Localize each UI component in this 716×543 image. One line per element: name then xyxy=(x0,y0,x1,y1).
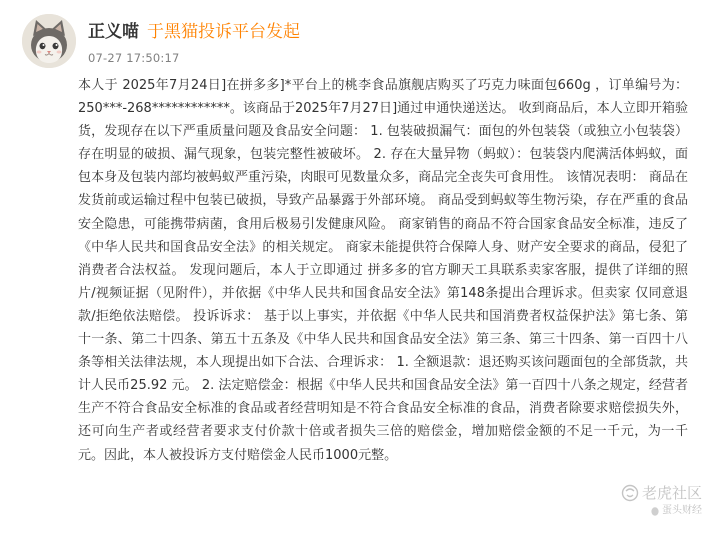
post-body xyxy=(22,74,700,467)
author-name[interactable]: 正义喵 xyxy=(88,22,139,42)
author-row xyxy=(88,22,300,42)
post-meta xyxy=(88,14,300,65)
watermark-sub-text: 蛋头财经 xyxy=(662,505,702,516)
source-link[interactable]: 于黑猫投诉平台发起 xyxy=(147,22,300,42)
post-body-text: 本人于 2025年7月24日]在拼多多]*平台上的桃李食品旗舰店购买了巧克力味面包660g ，订单编号为：250***-268************。该商品于2025年7月27日]通过申通快递送达。 收到商品后，本人立即开箱验货，发现存在以下严重质量问题及食品安全问题： 1. 包装破损漏气：面包的外包装袋（或独立小包装袋）存在明显的破损、漏气现象，包装完整性被破坏。 2. 存在大量异物（蚂蚁）：包装袋内爬满活体蚂蚁，面包本身及包装内部均被蚂蚁严重污染，肉眼可见数量众多，商品完全丧失可食用性。 该情况表明： 商品在发货前或运输过程中包装已破损，导致产品暴露于外部环境。 商品受到蚂蚁等生物污染，存在严重的食品安全隐患，可能携带病菌，食用后极易引发健康风险。 商家销售的商品不符合国家食品安全标准，违反了《中华人民共和国食品安全法》的相关规定。 商家未能提供符合保障人身、财产安全要求的商品，侵犯了消费者合法权益。 发现问题后，本人于立即通过 拼多多的官方聊天工具联系卖家客服，提供了详细的照片/视频证据（见附件），并依据《中华人民共和国食品安全法》第148条提出合理诉求。但卖家 仅同意退款/拒绝依法赔偿。 投诉诉求： 基于以上事实，并依据《中华人民共和国消费者权益保护法》第七条、第十一条、第二十四条、第五十五条及《中华人民共和国食品安全法》第三条、第三十四条、第一百四十八条等相关法律法规，本人现提出如下合法、合理诉求： 1. 全额退款：退还购买该问题面包的全部货款，共计人民币25.92 元。 2. 法定赔偿金：根据《中华人民共和国食品安全法》第一百四十八条之规定，经营者生产不符合食品安全标准的食品或者经营明知是不符合食品安全标准的食品，消费者除要求赔偿损失外，还可向生产者或经营者要求支付价款十倍或者损失三倍的赔偿金，增加赔偿金额的不足一千元，为一千元。因此，本人被投诉方支付赔偿金人民币1000元整。 xyxy=(78,78,688,463)
watermark-main xyxy=(621,484,702,502)
tiger-logo-icon xyxy=(621,484,639,502)
watermark-sub xyxy=(621,504,702,517)
watermark-main-text: 老虎社区 xyxy=(641,484,702,502)
post-header xyxy=(22,14,700,72)
egghead-logo-icon xyxy=(650,506,660,516)
post-timestamp: 07-27 17:50:17 xyxy=(88,51,180,65)
watermark xyxy=(621,484,702,517)
cat-avatar-icon[interactable] xyxy=(22,14,76,68)
